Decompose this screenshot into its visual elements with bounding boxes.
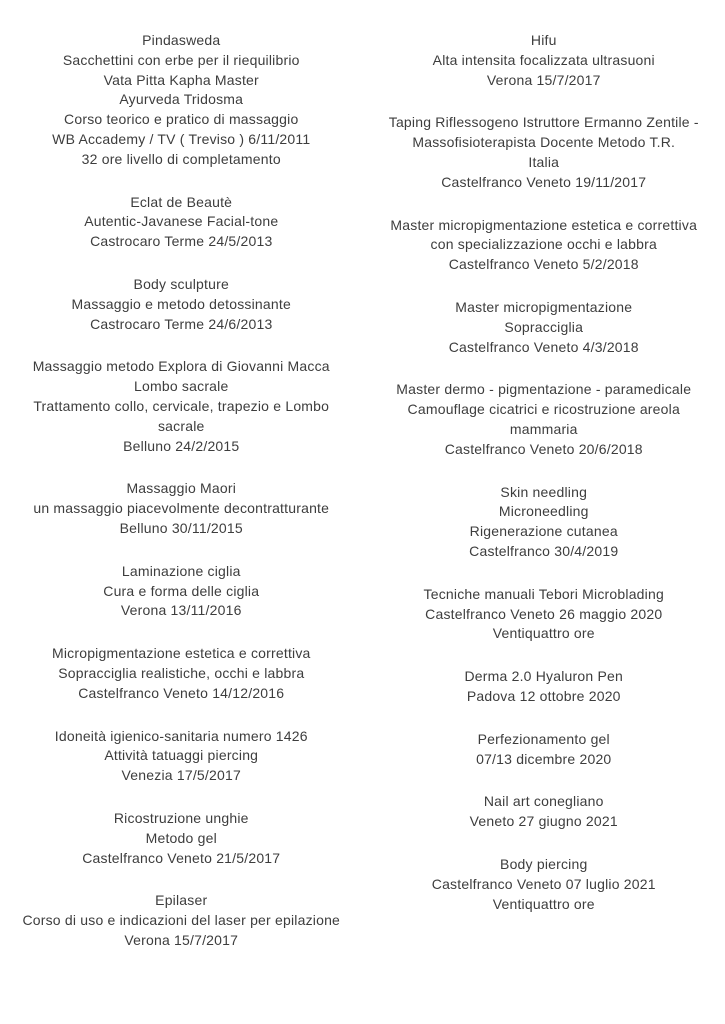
course-line: Castelfranco Veneto 5/2/2018 (448, 256, 639, 273)
course-title-line: Massaggio Maori (126, 480, 237, 497)
course-line: Corso di uso e indicazioni del laser per epilazione (22, 912, 341, 929)
course-title-line: Pindasweda (142, 32, 221, 48)
course-line: Castelfranco Veneto 14/12/2016 (78, 684, 285, 701)
course-line: Corso teorico e pratico di massaggio (64, 111, 299, 128)
course-title-line: Taping Riflessogeno Istruttore Ermanno Zentile - (388, 114, 699, 131)
course-title-line: Derma 2.0 Hyaluron Pen (464, 668, 623, 685)
course-title-line: Master micropigmentazione (455, 298, 633, 315)
course-title-line: Tecniche manuali Tebori Microblading (423, 585, 664, 602)
course-entry (373, 585, 716, 644)
course-line: 07/13 dicembre 2020 (476, 750, 612, 767)
course-line: Verona 15/7/2017 (124, 931, 239, 948)
course-line: Castrocaro Terme 24/6/2013 (90, 315, 273, 332)
course-line: WB Accademy / TV ( Treviso ) 6/11/2011 (52, 130, 311, 147)
course-entry (10, 727, 353, 786)
course-line: Metodo gel (145, 829, 217, 846)
course-line: Ventiquattro ore (492, 895, 595, 912)
course-line: Massofisioterapista Docente Metodo T.R. (412, 134, 676, 151)
course-line: Attività tatuaggi piercing (104, 747, 259, 764)
course-line: Cura e forma delle ciglia (103, 582, 260, 599)
course-title-line: Body piercing (500, 855, 588, 872)
course-line: sacrale (157, 417, 205, 434)
course-line: Sopracciglia realistiche, occhi e labbra (58, 664, 305, 681)
course-entry (373, 113, 716, 192)
course-entry (373, 792, 716, 832)
course-line: Ayurveda Tridosma (119, 91, 244, 108)
course-line: Vata Pitta Kapha Master (103, 71, 259, 88)
course-title-line: Master dermo - pigmentazione - paramedicale (396, 381, 692, 398)
course-title-line: Idoneità igienico-sanitaria numero 1426 (54, 727, 308, 744)
course-entry (10, 357, 353, 456)
course-line: Alta intensita focalizzata ultrasuoni (432, 51, 655, 68)
course-title-line: Eclat de Beautè (130, 193, 233, 210)
course-entry (373, 31, 716, 90)
course-line: Venezia 17/5/2017 (121, 767, 241, 784)
course-line: Castelfranco Veneto 26 maggio 2020 (425, 605, 663, 622)
course-line: Verona 13/11/2016 (120, 602, 242, 619)
course-title-line: Micropigmentazione estetica e correttiva (51, 645, 311, 662)
course-line: un massaggio piacevolmente decontratturante (33, 500, 330, 517)
course-title-line: Epilaser (155, 892, 208, 909)
course-line: Veneto 27 giugno 2021 (469, 813, 618, 830)
course-line: Trattamento collo, cervicale, trapezio e Lombo (33, 397, 330, 414)
course-title-line: Massaggio metodo Explora di Giovanni Macca (32, 358, 330, 375)
course-title-line: Skin needling (500, 483, 588, 500)
course-title-line: Nail art conegliano (483, 793, 604, 810)
course-entry (373, 216, 716, 275)
course-entry (10, 193, 353, 252)
course-entry (10, 562, 353, 621)
course-entry (10, 31, 353, 170)
course-title-line: Master micropigmentazione estetica e correttiva (390, 216, 698, 233)
course-entry (373, 483, 716, 562)
course-line: Camouflage cicatrici e ricostruzione areola (407, 401, 680, 418)
course-entry (373, 298, 716, 357)
course-entry (10, 891, 353, 950)
course-line: Castrocaro Terme 24/5/2013 (90, 233, 273, 250)
course-line: Belluno 24/2/2015 (123, 437, 240, 454)
course-entry (10, 275, 353, 334)
course-line: Lombo sacrale (134, 378, 229, 395)
course-line: Padova 12 ottobre 2020 (466, 687, 621, 704)
course-line: Sacchettini con erbe per il riequilibrio (62, 51, 300, 68)
course-entry (373, 667, 716, 707)
course-line: Castelfranco Veneto 19/11/2017 (441, 173, 647, 190)
course-line: Italia (528, 153, 560, 170)
course-line: Castelfranco 30/4/2019 (469, 542, 619, 559)
course-line: Verona 15/7/2017 (486, 71, 601, 88)
course-line: Castelfranco Veneto 20/6/2018 (444, 440, 643, 457)
course-line: Massaggio e metodo detossinante (71, 295, 291, 312)
course-entry (373, 380, 716, 459)
course-line: 32 ore livello di completamento (81, 150, 281, 167)
course-line: Sopracciglia (504, 318, 584, 335)
course-entry (373, 730, 716, 770)
course-line: Castelfranco Veneto 21/5/2017 (82, 849, 281, 866)
course-line: Castelfranco Veneto 4/3/2018 (448, 338, 639, 355)
course-title-line: Ricostruzione unghie (113, 809, 249, 826)
course-line: Belluno 30/11/2015 (119, 519, 243, 536)
course-title-line: Laminazione ciglia (121, 562, 241, 579)
course-title-line: Hifu (530, 32, 557, 48)
course-line: Microneedling (498, 503, 589, 520)
course-line: con specializzazione occhi e labbra (430, 236, 657, 253)
course-entry (10, 809, 353, 868)
course-entry (10, 479, 353, 538)
course-title-line: Perfezionamento gel (477, 730, 610, 747)
course-line: Rigenerazione cutanea (469, 523, 618, 540)
course-line: mammaria (509, 420, 578, 437)
course-title-line: Body sculpture (133, 275, 229, 292)
course-line: Castelfranco Veneto 07 luglio 2021 (431, 875, 656, 892)
right-column (363, 31, 725, 974)
course-line: Ventiquattro ore (492, 625, 595, 642)
course-entry (10, 644, 353, 703)
left-column (0, 31, 363, 974)
course-line: Autentic-Javanese Facial-tone (84, 213, 279, 230)
course-entry (373, 855, 716, 914)
